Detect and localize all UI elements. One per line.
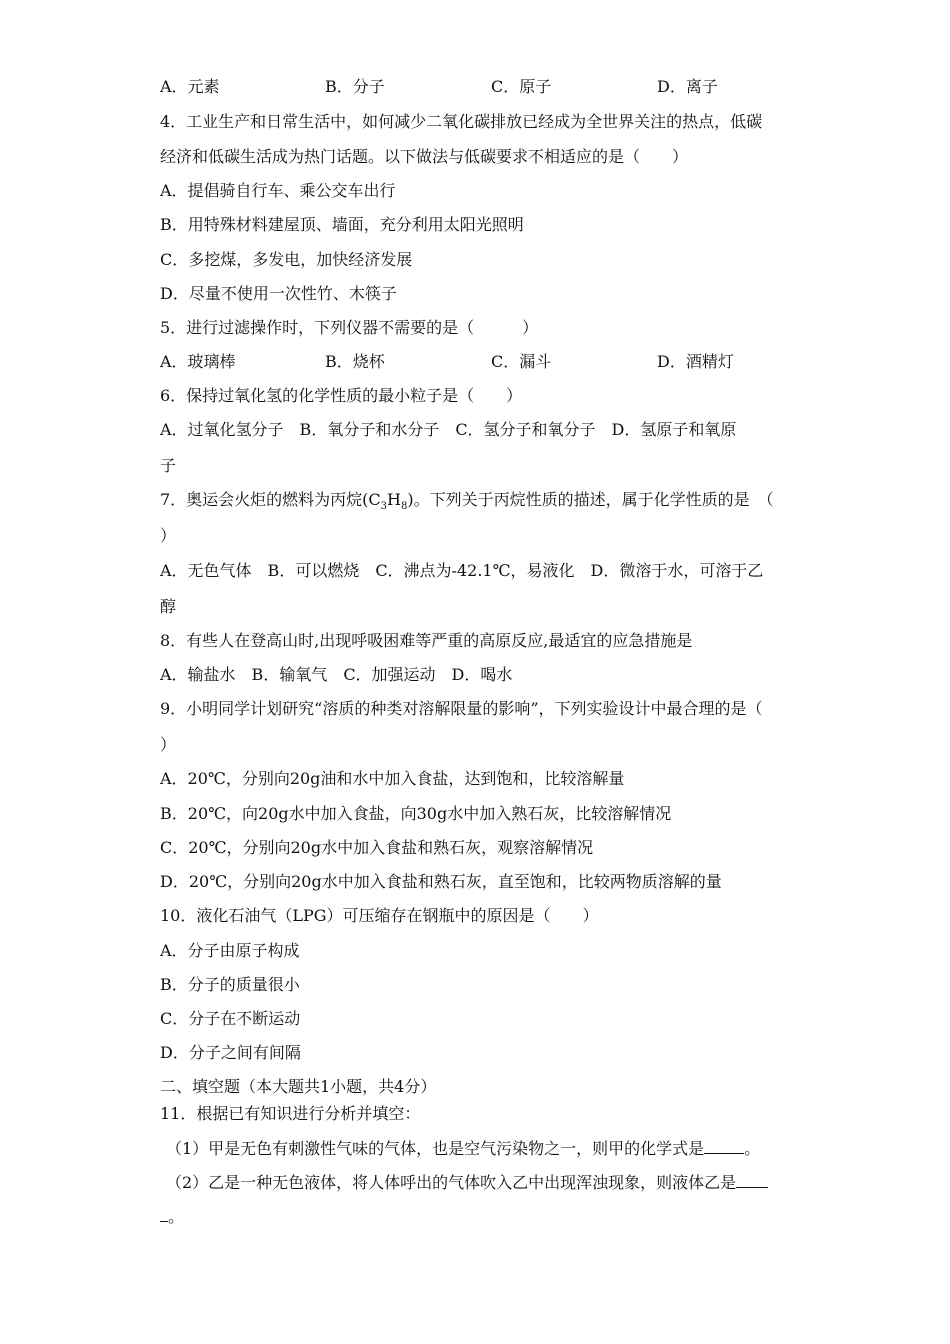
q7-stem-line1 bbox=[160, 490, 774, 517]
q7-stem-post: )。下列关于丙烷性质的描述，属于化学性质的是 （ bbox=[407, 490, 774, 509]
q3-option-a: A．元素 bbox=[160, 77, 220, 96]
q4-option-a: A．提倡骑自行车、乘公交车出行 bbox=[160, 181, 396, 200]
q4-option-b: B．用特殊材料建屋顶、墙面，充分利用太阳光照明 bbox=[160, 215, 524, 234]
q7-options-line1: A．无色气体 B．可以燃烧 C．沸点为-42.1℃，易液化 D．微溶于水，可溶于乙 bbox=[160, 561, 764, 580]
q5-stem: 5．进行过滤操作时，下列仪器不需要的是（ ） bbox=[160, 318, 539, 337]
q5-option-b: B．烧杯 bbox=[325, 352, 385, 371]
q7-stem-line2: ） bbox=[160, 526, 177, 545]
section2-title: 二、填空题（本大题共1小题，共4分） bbox=[160, 1077, 437, 1096]
q8-stem: 8．有些人在登高山时,出现呼吸困难等严重的高原反应,最适宜的应急措施是 bbox=[160, 631, 693, 650]
q7-stem-mid: H bbox=[387, 490, 401, 509]
q11-part1 bbox=[166, 1137, 760, 1159]
q11-part2-text: （2）乙是一种无色液体，将人体呼出的气体吹入乙中出现浑浊现象，则液体乙是 bbox=[166, 1173, 737, 1192]
q3-option-c: C．原子 bbox=[491, 77, 552, 96]
q11-answer-blank-1[interactable] bbox=[704, 1137, 744, 1154]
q5-option-d: D．酒精灯 bbox=[657, 352, 734, 371]
q7-options-line2: 醇 bbox=[160, 597, 177, 616]
q3-option-d: D．离子 bbox=[657, 77, 718, 96]
q4-stem-line1: 4．工业生产和日常生活中，如何减少二氧化碳排放已经成为全世界关注的热点，低碳 bbox=[160, 112, 763, 131]
q9-option-b: B．20℃，向20g水中加入食盐，向30g水中加入熟石灰，比较溶解情况 bbox=[160, 804, 672, 823]
q11-part2-end: 。 bbox=[168, 1207, 185, 1226]
q11-part1-end: 。 bbox=[744, 1139, 761, 1158]
q11-part2 bbox=[166, 1171, 768, 1193]
q11-answer-blank-2[interactable] bbox=[736, 1171, 768, 1188]
q11-answer-blank-2-cont[interactable] bbox=[160, 1205, 168, 1222]
q6-stem: 6．保持过氧化氢的化学性质的最小粒子是（ ） bbox=[160, 386, 523, 405]
q6-options-line2: 子 bbox=[160, 456, 177, 475]
q7-stem-pre: 7．奥运会火炬的燃料为丙烷(C bbox=[160, 490, 381, 509]
q9-option-a: A．20℃，分别向20g油和水中加入食盐，达到饱和，比较溶解量 bbox=[160, 769, 625, 788]
q11-stem: 11．根据已有知识进行分析并填空： bbox=[160, 1104, 421, 1123]
q6-options-line1: A．过氧化氢分子 B．氧分子和水分子 C．氢分子和氧分子 D．氢原子和氧原 bbox=[160, 420, 737, 439]
q3-option-b: B．分子 bbox=[325, 77, 385, 96]
q4-option-d: D．尽量不使用一次性竹、木筷子 bbox=[160, 284, 397, 303]
q7-sub1: 3 bbox=[380, 501, 388, 513]
q9-option-c: C．20℃，分别向20g水中加入食盐和熟石灰，观察溶解情况 bbox=[160, 838, 594, 857]
q5-option-a: A．玻璃棒 bbox=[160, 352, 236, 371]
q10-stem: 10．液化石油气（LPG）可压缩存在钢瓶中的原因是（ ） bbox=[160, 906, 599, 925]
q10-option-a: A．分子由原子构成 bbox=[160, 941, 300, 960]
q10-option-d: D．分子之间有间隔 bbox=[160, 1043, 301, 1062]
q5-option-c: C．漏斗 bbox=[491, 352, 552, 371]
q9-stem-line2: ） bbox=[160, 735, 177, 754]
q10-option-c: C．分子在不断运动 bbox=[160, 1009, 301, 1028]
q8-options: A．输盐水 B．输氧气 C．加强运动 D．喝水 bbox=[160, 665, 513, 684]
q4-stem-line2: 经济和低碳生活成为热门话题。以下做法与低碳要求不相适应的是（ ） bbox=[160, 147, 689, 166]
q9-stem-line1: 9．小明同学计划研究“溶质的种类对溶解限量的影响”，下列实验设计中最合理的是（ bbox=[160, 699, 763, 718]
q11-part1-text: （1）甲是无色有刺激性气味的气体，也是空气污染物之一，则甲的化学式是 bbox=[166, 1139, 705, 1158]
q7-sub2: 8 bbox=[401, 501, 408, 513]
q4-option-c: C．多挖煤，多发电，加快经济发展 bbox=[160, 250, 413, 269]
q10-option-b: B．分子的质量很小 bbox=[160, 975, 300, 994]
q9-option-d: D．20℃，分别向20g水中加入食盐和熟石灰，直至饱和，比较两物质溶解的量 bbox=[160, 872, 722, 891]
q11-part2-cont bbox=[160, 1205, 184, 1227]
